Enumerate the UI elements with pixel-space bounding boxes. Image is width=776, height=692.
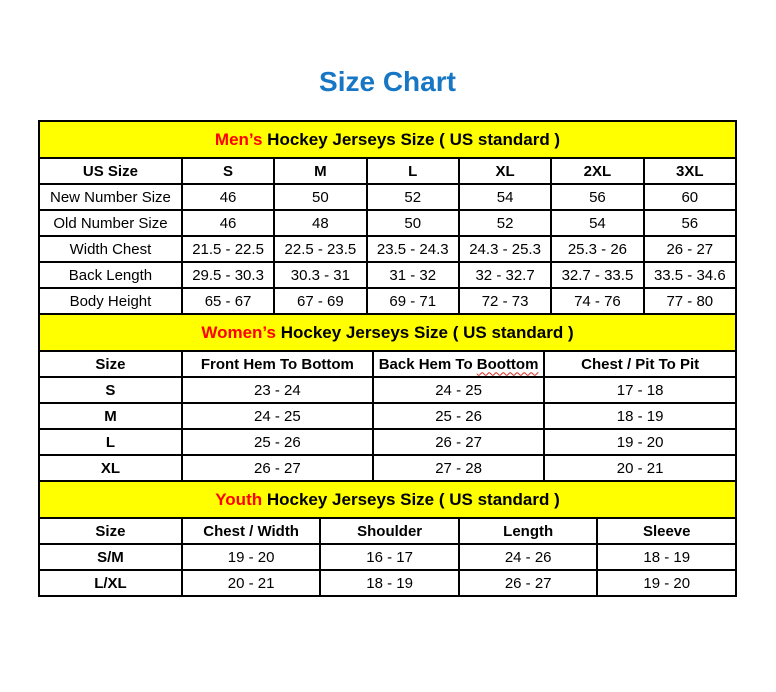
value-cell: 46 — [182, 210, 274, 236]
size-chart-page — [38, 0, 737, 597]
banner-text: Hockey Jerseys Size ( US standard ) — [262, 130, 561, 149]
value-cell: 30.3 - 31 — [274, 262, 366, 288]
value-cell: 56 — [644, 210, 736, 236]
data-row — [39, 236, 736, 262]
section-womens — [38, 313, 737, 482]
row-label-cell: XL — [39, 455, 182, 481]
col-header-cell: US Size — [39, 158, 182, 184]
size-table-youth — [38, 517, 737, 597]
value-cell: 54 — [459, 184, 551, 210]
row-label-cell: M — [39, 403, 182, 429]
row-label-cell: Body Height — [39, 288, 182, 314]
col-header-cell: 2XL — [551, 158, 643, 184]
col-header-cell: Size — [39, 351, 182, 377]
value-cell: 26 - 27 — [182, 455, 373, 481]
value-cell: 77 - 80 — [644, 288, 736, 314]
value-cell: 67 - 69 — [274, 288, 366, 314]
size-table-womens — [38, 350, 737, 482]
value-cell: 54 — [551, 210, 643, 236]
value-cell: 50 — [367, 210, 459, 236]
value-cell: 48 — [274, 210, 366, 236]
value-cell: 32 - 32.7 — [459, 262, 551, 288]
value-cell: 52 — [459, 210, 551, 236]
value-cell: 24 - 25 — [373, 377, 544, 403]
value-cell: 27 - 28 — [373, 455, 544, 481]
value-cell: 26 - 27 — [373, 429, 544, 455]
value-cell: 74 - 76 — [551, 288, 643, 314]
banner-text: Hockey Jerseys Size ( US standard ) — [262, 490, 560, 509]
value-cell: 17 - 18 — [544, 377, 736, 403]
value-cell: 50 — [274, 184, 366, 210]
col-header-cell: M — [274, 158, 366, 184]
col-header-cell: Chest / Pit To Pit — [544, 351, 736, 377]
col-header-cell: Sleeve — [597, 518, 736, 544]
value-cell: 19 - 20 — [182, 544, 321, 570]
col-header-cell: S — [182, 158, 274, 184]
value-cell: 20 - 21 — [544, 455, 736, 481]
col-header-cell: Size — [39, 518, 182, 544]
value-cell: 25.3 - 26 — [551, 236, 643, 262]
col-header-cell: XL — [459, 158, 551, 184]
value-cell: 16 - 17 — [320, 544, 459, 570]
section-banner-youth — [38, 480, 737, 519]
value-cell: 18 - 19 — [320, 570, 459, 596]
col-header-cell: 3XL — [644, 158, 736, 184]
row-label-cell: Back Length — [39, 262, 182, 288]
col-header-cell: Shoulder — [320, 518, 459, 544]
size-chart-tables — [38, 120, 737, 597]
col-header-cell: Back Hem To Boottom — [373, 351, 544, 377]
data-row — [39, 184, 736, 210]
col-header-cell: L — [367, 158, 459, 184]
data-row — [39, 429, 736, 455]
value-cell: 25 - 26 — [373, 403, 544, 429]
value-cell: 56 — [551, 184, 643, 210]
value-cell: 33.5 - 34.6 — [644, 262, 736, 288]
section-banner-womens — [38, 313, 737, 352]
section-banner-mens — [38, 120, 737, 159]
data-row — [39, 403, 736, 429]
col-header-cell: Length — [459, 518, 598, 544]
data-row — [39, 288, 736, 314]
section-youth — [38, 480, 737, 597]
value-cell: 46 — [182, 184, 274, 210]
row-label-cell: L — [39, 429, 182, 455]
page-title: Size Chart — [319, 66, 456, 97]
value-cell: 26 - 27 — [644, 236, 736, 262]
value-cell: 31 - 32 — [367, 262, 459, 288]
row-label-cell: Old Number Size — [39, 210, 182, 236]
value-cell: 26 - 27 — [459, 570, 598, 596]
value-cell: 24 - 25 — [182, 403, 373, 429]
value-cell: 18 - 19 — [544, 403, 736, 429]
value-cell: 18 - 19 — [597, 544, 736, 570]
misspelled-word: Boottom — [476, 355, 539, 373]
data-row — [39, 455, 736, 481]
data-row — [39, 210, 736, 236]
value-cell: 60 — [644, 184, 736, 210]
value-cell: 20 - 21 — [182, 570, 321, 596]
header-row — [39, 158, 736, 184]
value-cell: 72 - 73 — [459, 288, 551, 314]
data-row — [39, 570, 736, 596]
header-row — [39, 518, 736, 544]
size-table-mens — [38, 157, 737, 315]
row-label-cell: L/XL — [39, 570, 182, 596]
banner-highlight: Men’s — [214, 130, 263, 149]
data-row — [39, 544, 736, 570]
value-cell: 65 - 67 — [182, 288, 274, 314]
col-header-cell: Front Hem To Bottom — [182, 351, 373, 377]
value-cell: 23.5 - 24.3 — [367, 236, 459, 262]
value-cell: 24.3 - 25.3 — [459, 236, 551, 262]
value-cell: 69 - 71 — [367, 288, 459, 314]
banner-highlight: Women’s — [201, 323, 276, 342]
value-cell: 29.5 - 30.3 — [182, 262, 274, 288]
value-cell: 23 - 24 — [182, 377, 373, 403]
row-label-cell: S — [39, 377, 182, 403]
row-label-cell: New Number Size — [39, 184, 182, 210]
row-label-cell: S/M — [39, 544, 182, 570]
row-label-cell: Width Chest — [39, 236, 182, 262]
col-header-cell: Chest / Width — [182, 518, 321, 544]
data-row — [39, 262, 736, 288]
value-cell: 24 - 26 — [459, 544, 598, 570]
section-mens — [38, 120, 737, 315]
value-cell: 22.5 - 23.5 — [274, 236, 366, 262]
value-cell: 19 - 20 — [597, 570, 736, 596]
header-row — [39, 351, 736, 377]
value-cell: 25 - 26 — [182, 429, 373, 455]
data-row — [39, 377, 736, 403]
value-cell: 52 — [367, 184, 459, 210]
banner-text: Hockey Jerseys Size ( US standard ) — [275, 323, 574, 342]
value-cell: 21.5 - 22.5 — [182, 236, 274, 262]
value-cell: 19 - 20 — [544, 429, 736, 455]
banner-highlight: Youth — [215, 490, 263, 509]
value-cell: 32.7 - 33.5 — [551, 262, 643, 288]
